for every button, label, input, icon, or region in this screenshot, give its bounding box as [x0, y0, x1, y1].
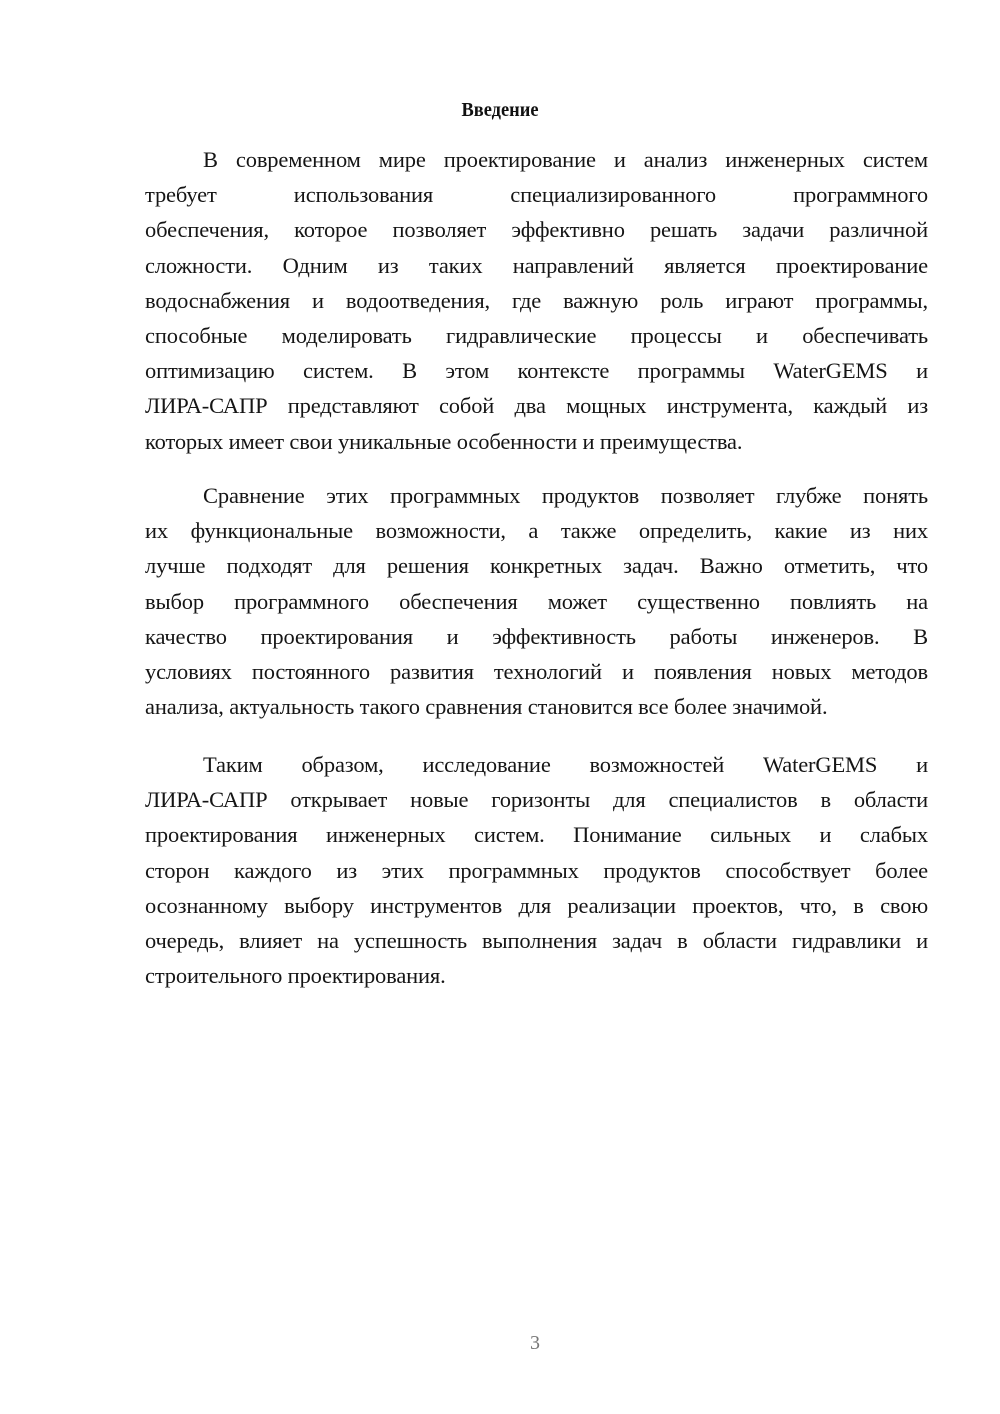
text-line: В современном мире проектирование и анализ инженерных систем [203, 147, 928, 172]
text-line: водоснабжения и водоотведения, где важную роль играют программы, [145, 287, 928, 313]
paragraph-intro [145, 142, 928, 459]
text-line: сложности. Одним из таких направлений является проектирование [145, 252, 928, 278]
text-line: Сравнение этих программных продуктов позволяет глубже понять [203, 483, 928, 508]
text-line: анализа, актуальность такого сравнения становится все более значимой. [145, 694, 828, 720]
text-line: качество проектирования и эффективность работы инженеров. В [145, 623, 928, 649]
paragraph-comparison [145, 478, 928, 724]
text-line: ЛИРА-САПР представляют собой два мощных инструмента, каждый из [145, 393, 928, 419]
text-line: которых имеет свои уникальные особенности и преимущества. [145, 428, 743, 454]
text-line: выбор программного обеспечения может существенно повлиять на [145, 588, 928, 614]
text-line: ЛИРА-САПР открывает новые горизонты для специалистов в области [145, 787, 928, 813]
text-line: оптимизацию систем. В этом контексте программы WaterGEMS и [145, 358, 928, 384]
section-title: Введение [461, 99, 539, 121]
text-line: очередь, влияет на успешность выполнения задач в области гидравлики и [145, 928, 928, 954]
text-line: сторон каждого из этих программных продуктов способствует более [145, 857, 928, 883]
text-line: Таким образом, исследование возможностей WaterGEMS и [203, 752, 928, 777]
text-line: строительного проектирования. [145, 963, 446, 989]
paragraph-conclusion [145, 747, 928, 993]
text-line: обеспечения, которое позволяет эффективно решать задачи различной [145, 217, 928, 243]
text-line: их функциональные возможности, а также определить, какие из них [145, 518, 928, 544]
text-line: лучше подходят для решения конкретных задач. Важно отметить, что [145, 553, 928, 579]
text-line: требует использования специализированного программного [145, 182, 928, 208]
text-line: способные моделировать гидравлические процессы и обеспечивать [145, 323, 928, 349]
text-line: осознанному выбору инструментов для реализации проектов, что, в свою [145, 892, 928, 918]
page-number: 3 [530, 1332, 540, 1354]
text-line: проектирования инженерных систем. Понимание сильных и слабых [145, 822, 928, 848]
text-line: условиях постоянного развития технологий и появления новых методов [145, 659, 928, 685]
